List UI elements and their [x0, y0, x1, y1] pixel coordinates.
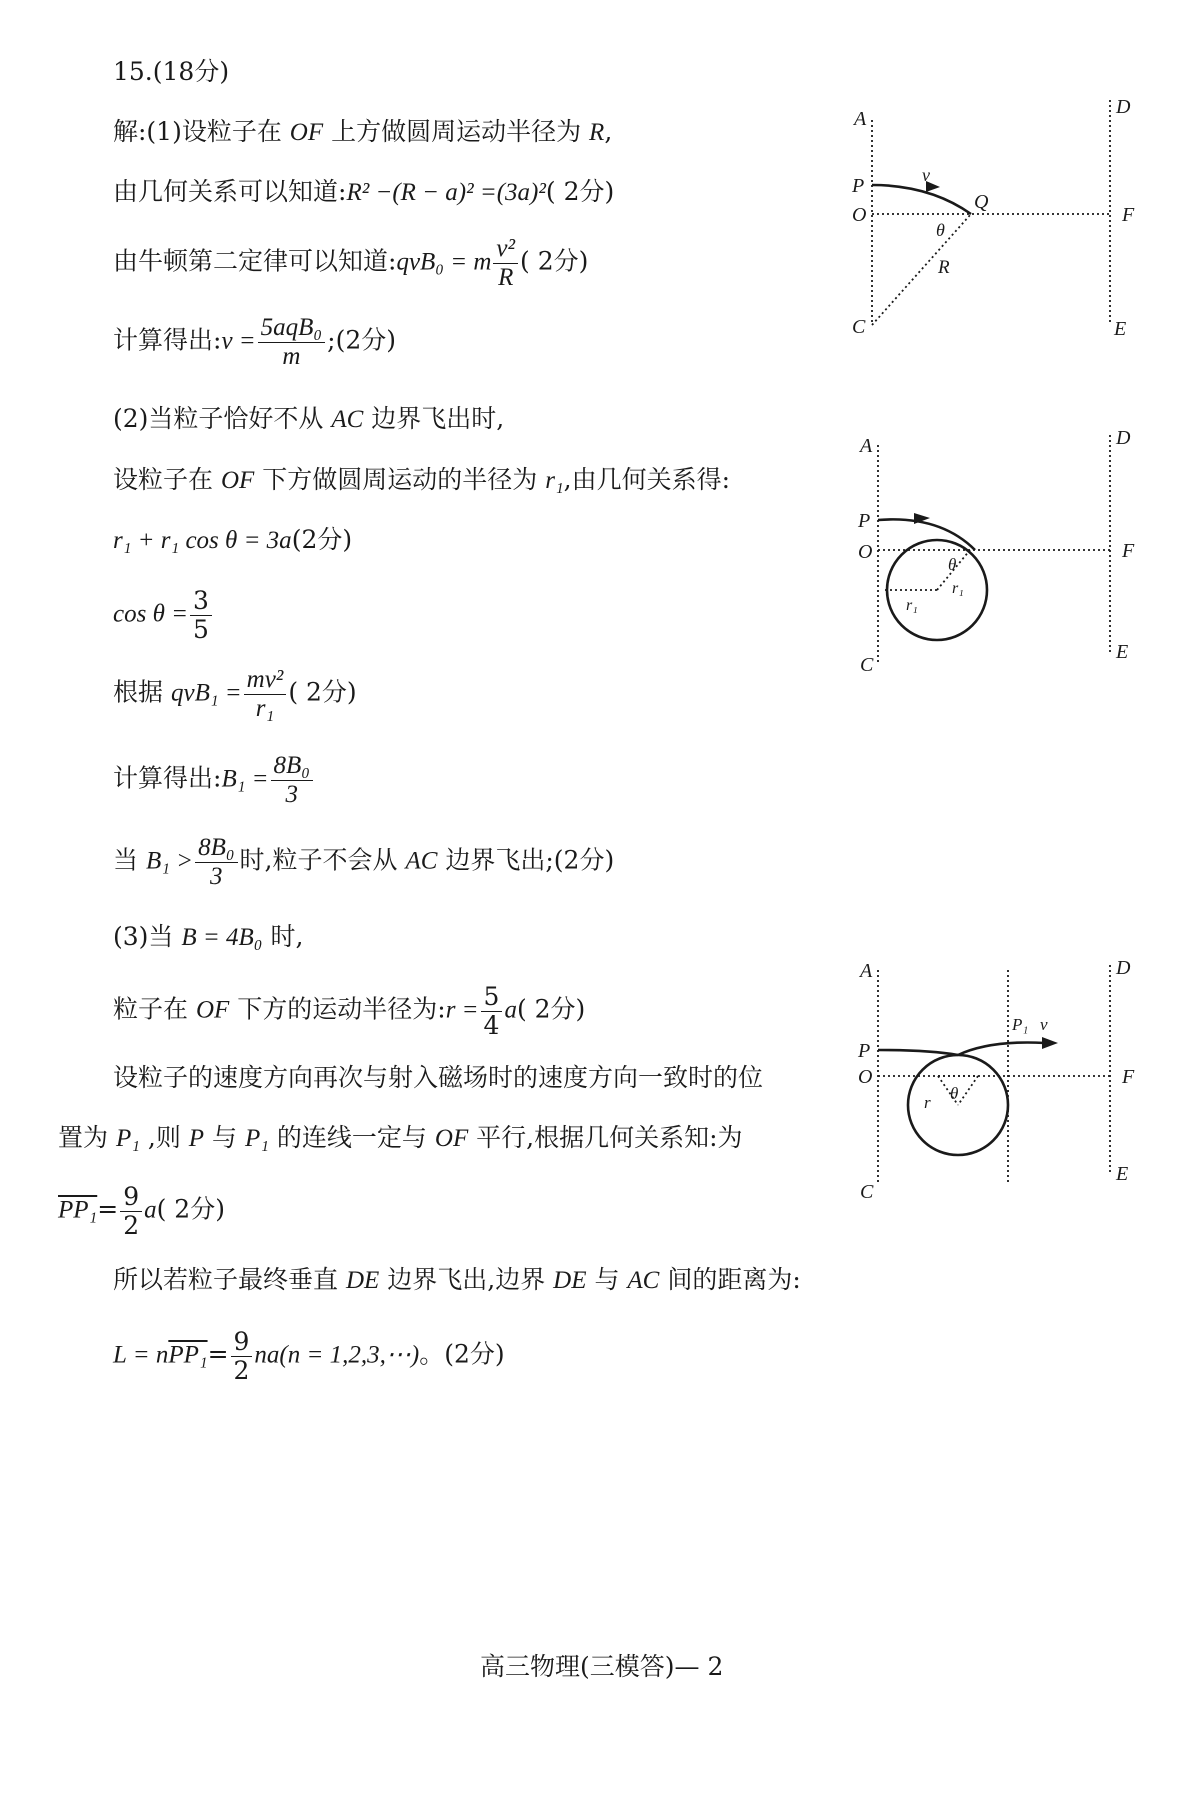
part3-condition: (3)当 B = 4B₀ 时,	[113, 922, 304, 951]
label-p: P	[852, 175, 865, 197]
label-o: O	[852, 204, 867, 226]
label-r1-b: r₁	[906, 597, 918, 614]
equation-cos: cos θ = $\frac{3}{5}$	[113, 587, 214, 643]
label-c: C	[852, 316, 866, 338]
label-v: v	[1040, 1015, 1048, 1034]
label-r: r	[924, 1093, 931, 1112]
label-v: v	[922, 165, 930, 185]
label-c: C	[860, 1181, 874, 1203]
equation-r1: r₁ + r₁ cos θ = 3a(2分)	[113, 525, 353, 554]
paragraph-line1: 设粒子的速度方向再次与射入磁场时的速度方向一致时的位	[113, 1063, 764, 1092]
label-e: E	[1116, 641, 1129, 663]
particle-trajectory	[872, 185, 971, 214]
fraction: $\frac{\text{v²}}{R}$	[493, 235, 518, 291]
label-r1-a: r₁	[952, 580, 964, 597]
label-o: O	[858, 541, 873, 563]
entry-trajectory	[878, 1050, 958, 1055]
label-r: R	[938, 257, 950, 278]
figure-2	[840, 430, 1160, 680]
part1-intro: 解:(1)设粒子在 OF 上方做圆周运动半径为 R,	[113, 117, 613, 146]
label-d: D	[1116, 96, 1131, 118]
fraction: $\frac{3}{5}$	[190, 587, 212, 643]
label-f: F	[1122, 1066, 1135, 1088]
label-f: F	[1122, 540, 1135, 562]
fraction: $\frac{\text{8B₀}}{3}$	[271, 752, 313, 808]
label-theta: θ	[936, 220, 945, 240]
label-q: Q	[974, 191, 989, 213]
figure-1	[830, 95, 1160, 345]
b1-result: 计算得出:B₁ = $\frac{\text{8B₀}}{3}$	[113, 752, 315, 808]
exit-trajectory	[958, 1043, 1045, 1056]
b1-condition: 当 B₁ > $\frac{\text{8B₀}}{3}$ 时,粒子不会从 AC 边界飞出;(2分)	[113, 834, 615, 890]
equation-b1-basis: 根据 qvB₁ = $\frac{\text{mv²}}{\text{r₁}}$ ( 2分)	[113, 666, 357, 722]
label-p: P	[858, 1040, 871, 1062]
radius-line	[872, 214, 971, 325]
fraction: $\frac{9}{2}$	[231, 1328, 253, 1384]
paragraph-line2: 置为 P₁ ,则 P 与 P₁ 的连线一定与 OF 平行,根据几何关系知:为	[58, 1123, 743, 1152]
label-e: E	[1116, 1163, 1129, 1185]
label-d: D	[1116, 430, 1131, 449]
label-d: D	[1116, 960, 1131, 979]
label-theta: θ	[948, 555, 957, 574]
page-footer: 高三物理(三模答)— 2	[480, 1652, 724, 1681]
part3-radius: 粒子在 OF 下方的运动半径为:r = $\frac{5}{4}$ a( 2分)	[113, 982, 586, 1040]
label-a: A	[854, 108, 867, 130]
fraction: $\frac{\text{mv²}}{\text{r₁}}$	[244, 666, 287, 722]
final-distance: L = nPP₁= $\frac{9}{2}$ na(n = 1,2,3,⋯)。(2分)	[113, 1327, 505, 1385]
problem-number: 15.(18分)	[113, 57, 230, 86]
velocity-arrow-icon	[1042, 1037, 1058, 1049]
radius-line-2	[958, 1076, 978, 1105]
label-p: P	[858, 510, 871, 532]
fraction: $\frac{9}{2}$	[120, 1183, 142, 1239]
part2-setup: 设粒子在 OF 下方做圆周运动的半径为 r₁,由几何关系得:	[113, 465, 731, 494]
label-o: O	[858, 1066, 873, 1088]
label-theta: θ	[950, 1084, 959, 1103]
fraction: $\frac{\text{5aqB₀}}{m}$	[258, 314, 325, 370]
fraction: $\frac{\text{8B₀}}{3}$	[195, 834, 237, 890]
label-f: F	[1122, 204, 1135, 226]
label-a: A	[860, 435, 873, 457]
geometry-relation: 由几何关系可以知道:R² −(R − a)² =(3a)²( 2分)	[113, 177, 615, 206]
velocity-result: 计算得出:v = $\frac{\text{5aqB₀}}{m}$ ;(2分)	[113, 314, 396, 370]
label-p1: P₁	[1012, 1015, 1029, 1034]
label-e: E	[1114, 318, 1127, 340]
pp1-length: PP₁= $\frac{9}{2}$ a( 2分)	[58, 1182, 225, 1240]
fraction: $\frac{5}{4}$	[481, 983, 503, 1039]
final-statement: 所以若粒子最终垂直 DE 边界飞出,边界 DE 与 AC 间的距离为:	[113, 1265, 801, 1294]
label-c: C	[860, 654, 874, 676]
figure-3	[840, 960, 1160, 1210]
label-a: A	[860, 960, 873, 982]
newton-second-law: 由牛顿第二定律可以知道:qvB₀ = m $\frac{\text{v²}}{R}$ ( 2分)	[113, 235, 589, 291]
part2-condition: (2)当粒子恰好不从 AC 边界飞出时,	[113, 404, 505, 433]
